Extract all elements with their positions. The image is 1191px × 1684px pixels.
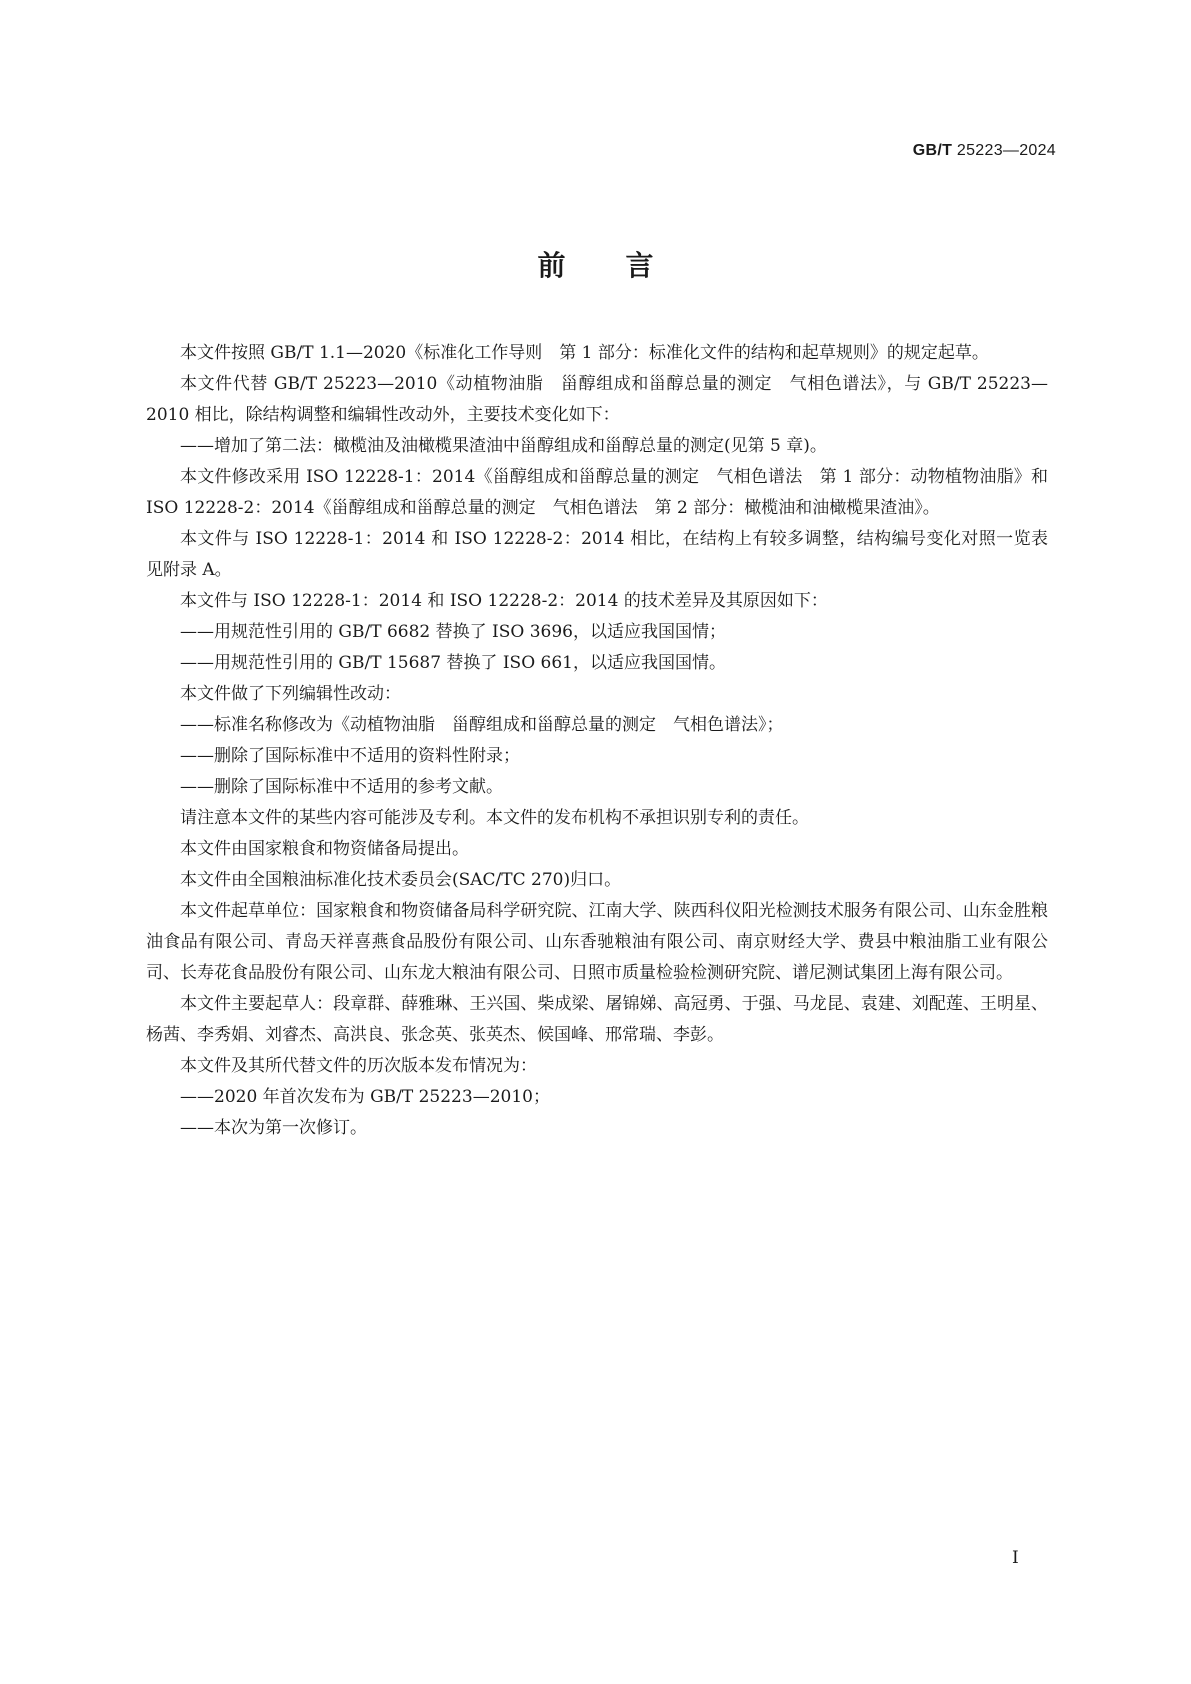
- preface-body: [146, 338, 1048, 1144]
- page-title: 前言: [537, 249, 714, 282]
- list-item: ——本次为第一次修订。: [180, 1118, 367, 1138]
- list-item: ——用规范性引用的 GB/T 15687 替换了 ISO 661，以适应我国国情。: [180, 653, 726, 673]
- list-item: ——标准名称修改为《动植物油脂 甾醇组成和甾醇总量的测定 气相色谱法》；: [180, 715, 784, 735]
- paragraph: 本文件修改采用 ISO 12228-1：2014《甾醇组成和甾醇总量的测定 气相色谱法 第 1 部分：动物植物油脂》和 ISO 12228-2：2014《甾醇组成和甾醇总量的测定 气相色谱法 第 2 部分：橄榄油和油橄榄果渣油》。: [146, 467, 1048, 518]
- paragraph: 本文件及其所代替文件的历次版本发布情况为：: [180, 1056, 537, 1076]
- paragraph: 本文件与 ISO 12228-1：2014 和 ISO 12228-2：2014 相比，在结构上有较多调整，结构编号变化对照一览表见附录 A。: [146, 529, 1048, 580]
- paragraph: 本文件与 ISO 12228-1：2014 和 ISO 12228-2：2014 的技术差异及其原因如下：: [180, 591, 828, 611]
- list-item: ——增加了第二法：橄榄油及油橄榄果渣油中甾醇组成和甾醇总量的测定(见第 5 章)。: [180, 436, 827, 456]
- paragraph: 请注意本文件的某些内容可能涉及专利。本文件的发布机构不承担识别专利的责任。: [180, 808, 809, 828]
- paragraph: 本文件由国家粮食和物资储备局提出。: [180, 839, 469, 859]
- paragraph: 本文件按照 GB/T 1.1—2020《标准化工作导则 第 1 部分：标准化文件的结构和起草规则》的规定起草。: [180, 343, 989, 363]
- paragraph: 本文件起草单位：国家粮食和物资储备局科学研究院、江南大学、陕西科仪阳光检测技术服务有限公司、山东金胜粮油食品有限公司、青岛天祥喜燕食品股份有限公司、山东香驰粮油有限公司、南京财经大学、费县中粮油脂工业有限公司、长寿花食品股份有限公司、山东龙大粮油有限公司、日照市质量检验检测研究院、谱尼测试集团上海有限公司。: [146, 901, 1048, 983]
- paragraph: 本文件由全国粮油标准化技术委员会(SAC/TC 270)归口。: [180, 870, 622, 890]
- paragraph: 本文件做了下列编辑性改动：: [180, 684, 401, 704]
- document-code-prefix: GB/T: [912, 142, 953, 159]
- paragraph: 本文件主要起草人：段章群、薛雅琳、王兴国、柴成梁、屠锦娣、高冠勇、于强、马龙昆、袁建、刘配莲、王明星、杨茜、李秀娟、刘睿杰、高洪良、张念英、张英杰、候国峰、邢常瑞、李彭。: [146, 994, 1048, 1045]
- list-item: ——删除了国际标准中不适用的参考文献。: [180, 777, 503, 797]
- list-item: ——用规范性引用的 GB/T 6682 替换了 ISO 3696，以适应我国国情；: [180, 622, 726, 642]
- list-item: ——2020 年首次发布为 GB/T 25223—2010；: [180, 1087, 550, 1107]
- document-code: [913, 142, 1056, 160]
- paragraph: 本文件代替 GB/T 25223—2010《动植物油脂 甾醇组成和甾醇总量的测定 气相色谱法》，与 GB/T 25223—2010 相比，除结构调整和编辑性改动外，主要技术变化如下：: [146, 374, 1048, 425]
- list-item: ——删除了国际标准中不适用的资料性附录；: [180, 746, 520, 766]
- document-code-number: 25223—2024: [956, 142, 1056, 159]
- page-number: I: [1012, 1548, 1019, 1568]
